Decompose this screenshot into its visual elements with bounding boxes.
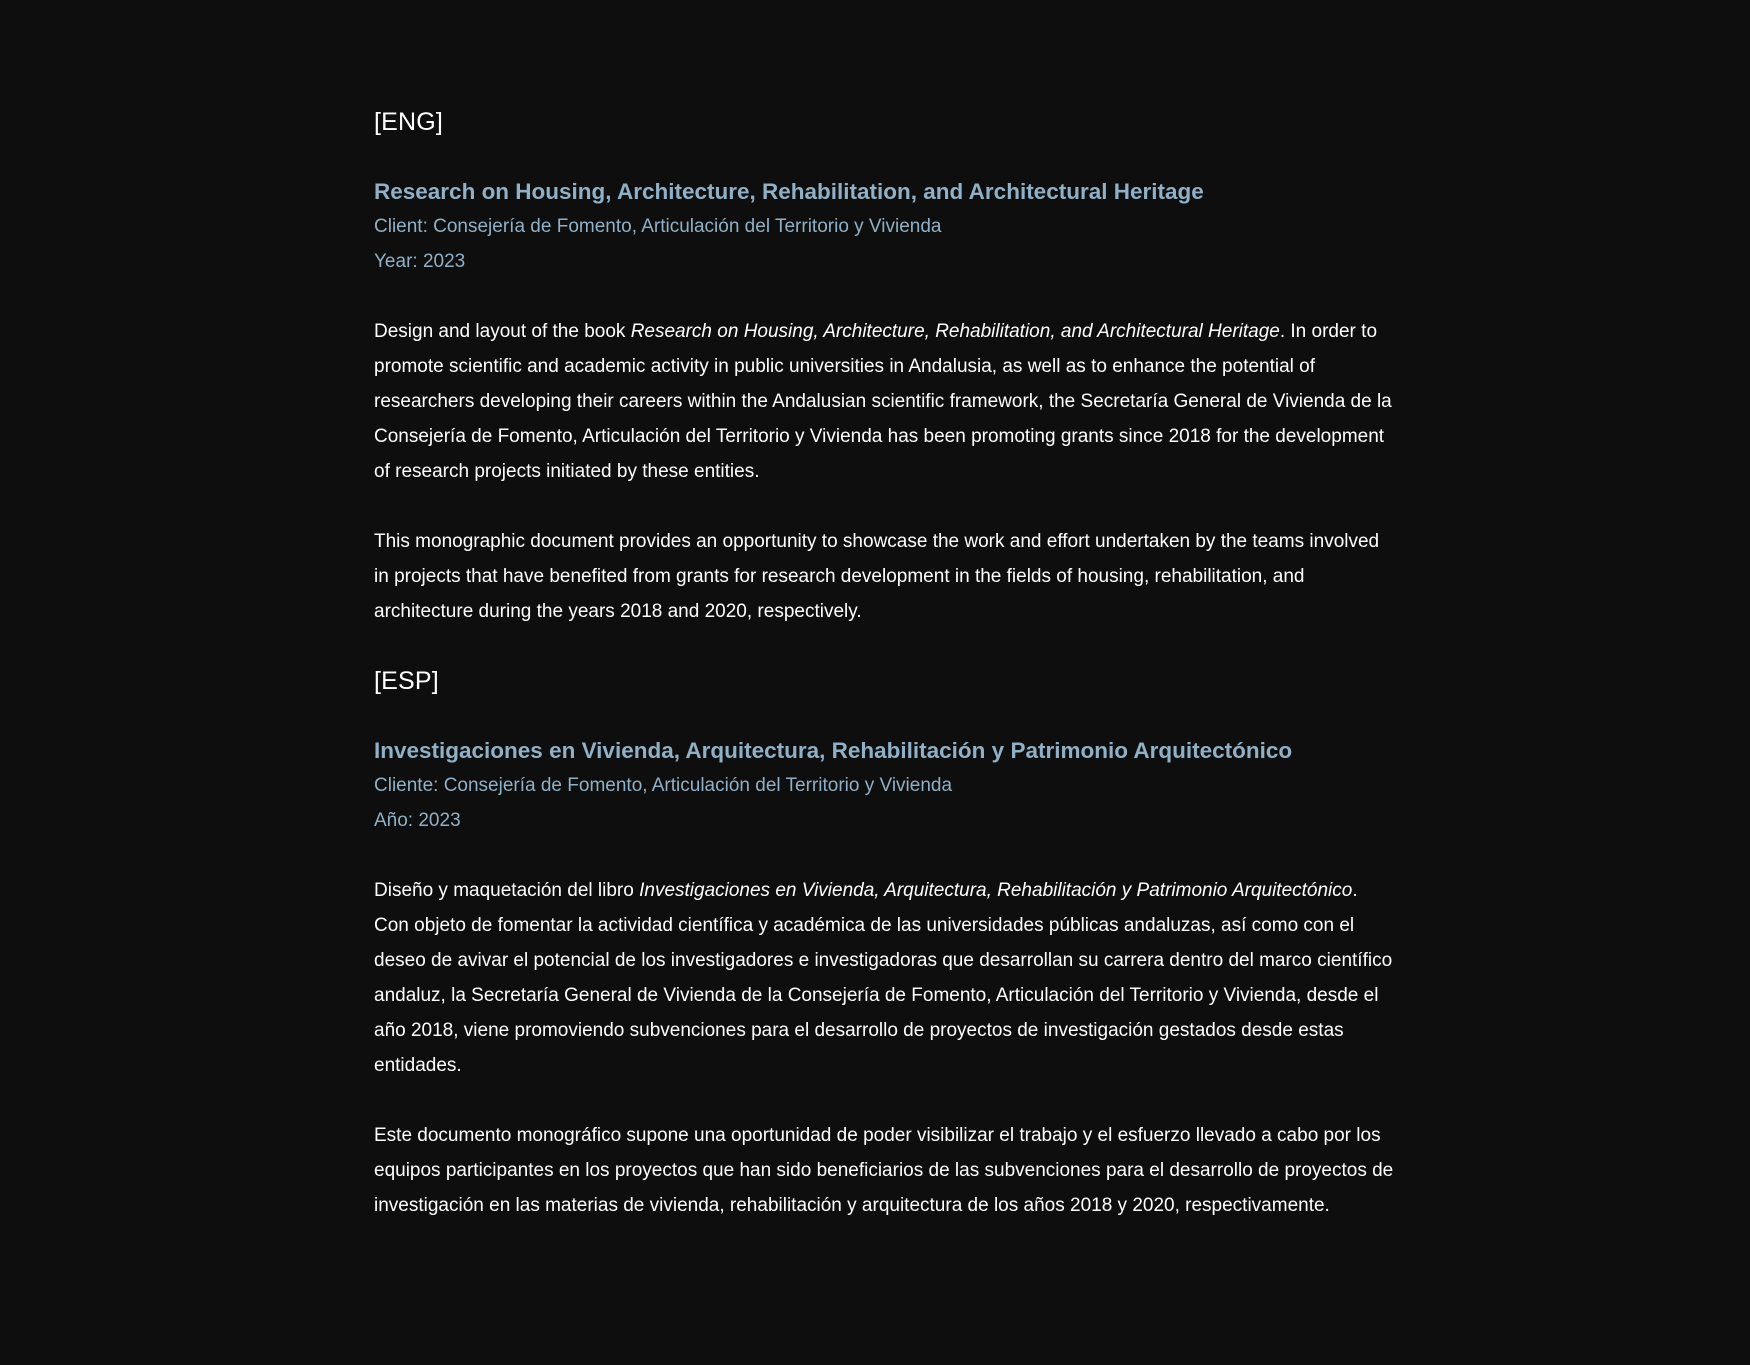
language-tag-esp: [ESP] [374,667,439,695]
book-title-eng: Research on Housing, Architecture, Rehabilitation, and Architectural Heritage [630,321,1280,342]
project-title-esp: Investigaciones en Vivienda, Arquitectura, Rehabilitación y Patrimonio Arquitectónico [374,738,1293,763]
book-title-esp: Investigaciones en Vivienda, Arquitectura, Rehabilitación y Patrimonio Arquitectónico [639,880,1353,901]
client-eng: Client: Consejería de Fomento, Articulación del Territorio y Vivienda [374,216,942,237]
description-paragraph-eng-2: This monographic document provides an opportunity to showcase the work and effort undertaken by the teams involved in projects that have benefited from grants for research development in the fields of housing, rehabilitation, and architecture during the years 2018 and 2020, respectively. [374,531,1380,622]
description-lead-esp: Diseño y maquetación del libro [374,880,640,901]
description-paragraph-eng-1 [374,314,1394,489]
description-body-esp: . Con objeto de fomentar la actividad científica y académica de las universidades públicas andaluzas, así como con el deseo de avivar el potencial de los investigadores e investigadoras que desarrollan su carrera dentro del marco científico andaluz, la Secretaría General de Vivienda de la Consejería de Fomento, Articulación del Territorio y Vivienda, desde el año 2018, viene promoviendo subvenciones para el desarrollo de proyectos de investigación gestados desde estas entidades. [374,880,1393,1076]
section-english [374,104,1394,629]
language-tag-eng: [ENG] [374,108,444,136]
project-title-eng: Research on Housing, Architecture, Rehabilitation, and Architectural Heritage [374,179,1204,204]
client-esp: Cliente: Consejería de Fomento, Articulación del Territorio y Vivienda [374,775,953,796]
description-body-eng: . In order to promote scientific and academic activity in public universities in Andalusia, as well as to enhance the potential of researchers developing their careers within the Andalusian scientific framework, the Secretaría General de Vivienda de la Consejería de Fomento, Articulación del Territorio y Vivienda has been promoting grants since 2018 for the development of research projects initiated by these entities. [374,321,1392,482]
project-description [374,104,1394,1223]
section-spanish [374,663,1394,1223]
year-esp: Año: 2023 [374,810,461,831]
description-lead-eng: Design and layout of the book [374,321,631,342]
description-paragraph-esp-2: Este documento monográfico supone una oportunidad de poder visibilizar el trabajo y el esfuerzo llevado a cabo por los equipos participantes en los proyectos que han sido beneficiarios de las subvenciones para el desarrollo de proyectos de investigación en las materias de vivienda, rehabilitación y arquitectura de los años 2018 y 2020, respectivamente. [374,1125,1394,1216]
description-paragraph-esp-1 [374,873,1394,1083]
year-eng: Year: 2023 [374,251,466,272]
